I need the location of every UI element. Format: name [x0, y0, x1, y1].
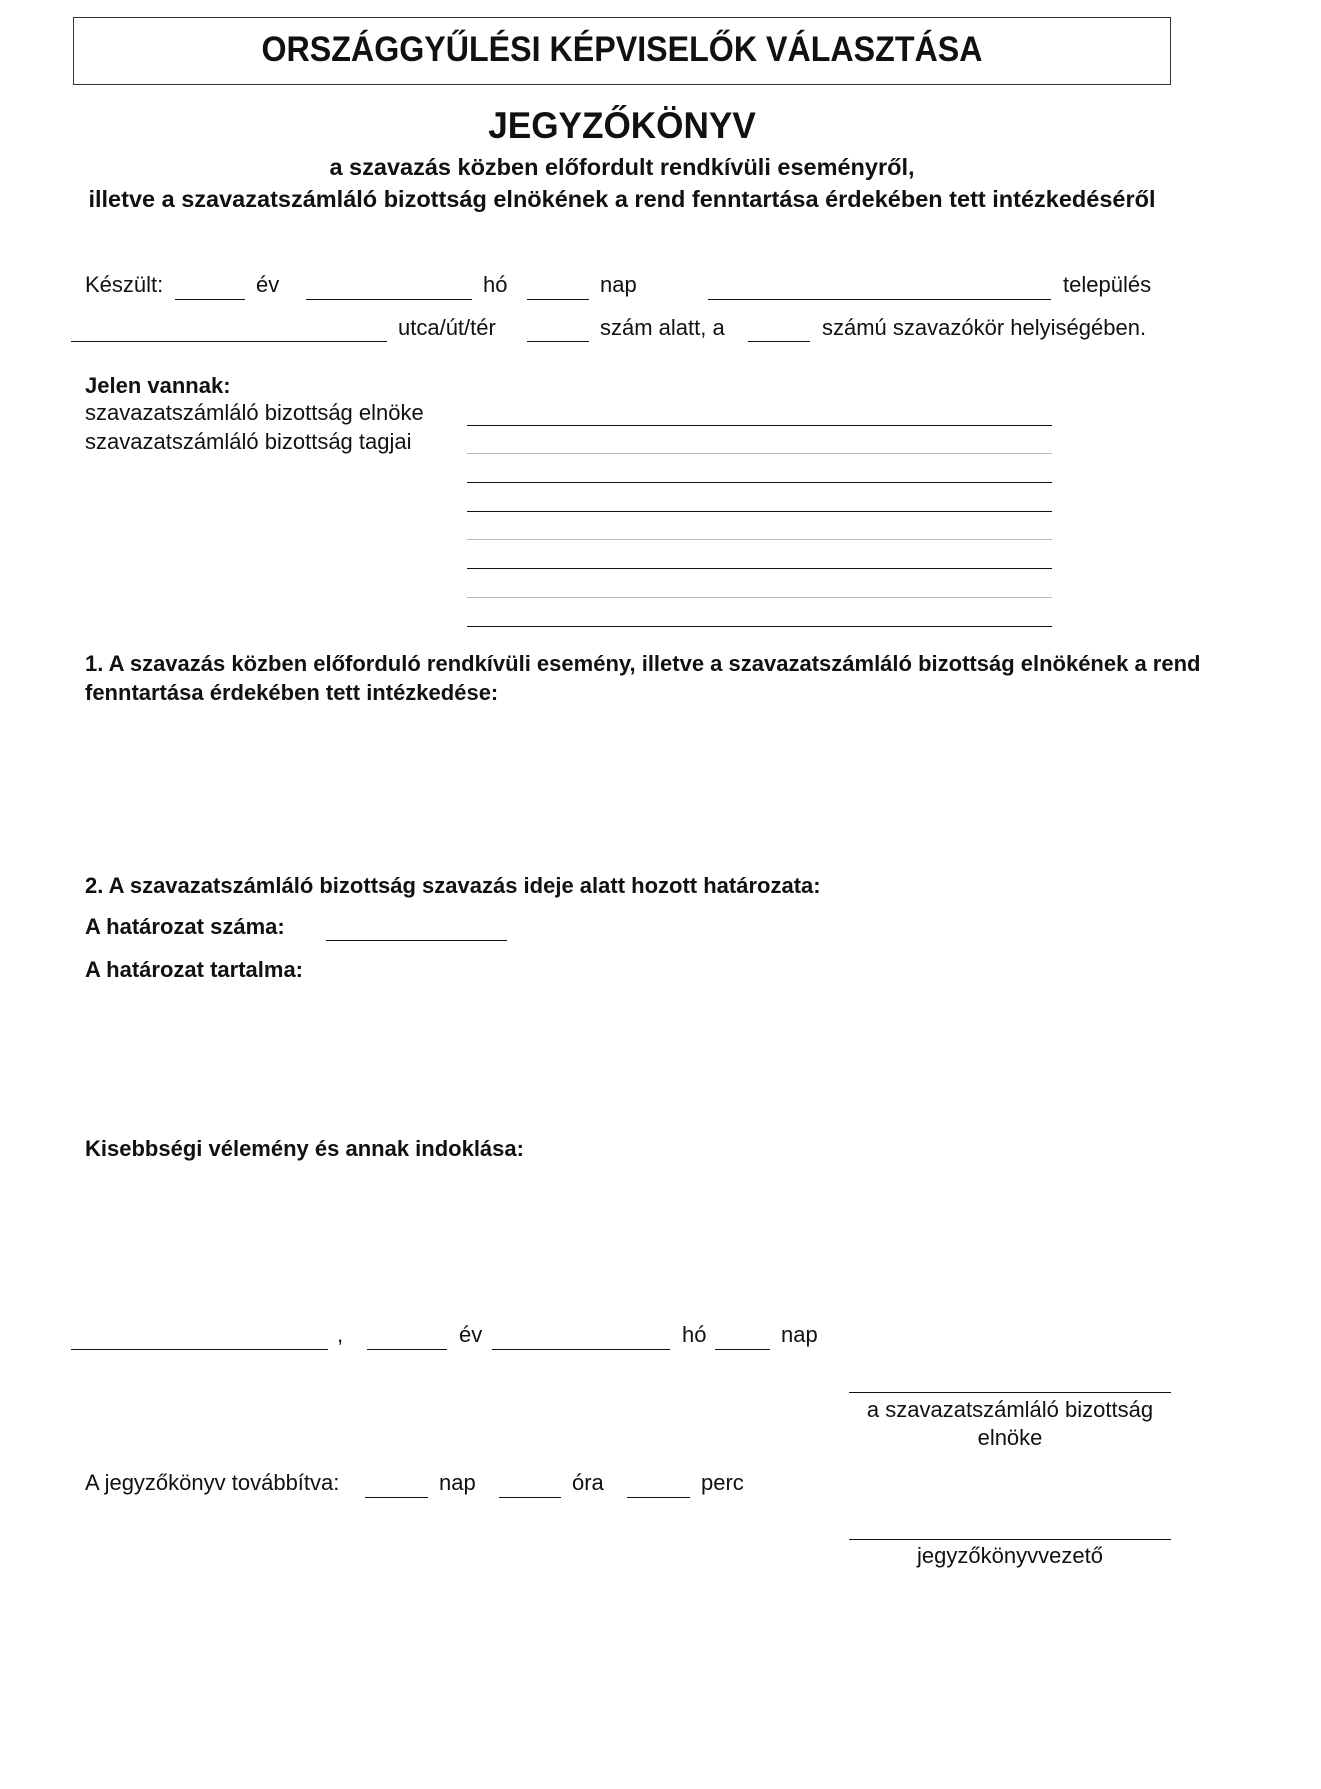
signing-place-line — [71, 1349, 328, 1350]
house-number-field[interactable] — [527, 315, 589, 341]
made-at-month-label: hó — [483, 272, 508, 297]
chair-signature-line — [849, 1392, 1171, 1393]
signing-month-line — [492, 1349, 670, 1350]
made-at-label: Készült: — [85, 272, 164, 297]
section1-heading-line1: 1. A szavazás közben előforduló rendkívüli esemény, illetve a szavazatszámláló bizottság elnökének a rend — [85, 651, 1201, 676]
election-title: ORSZÁGGYŰLÉSI KÉPVISELŐK VÁLASZTÁSA — [261, 30, 983, 69]
present-chair-label: szavazatszámláló bizottság elnöke — [85, 400, 424, 425]
section2-heading: 2. A szavazatszámláló bizottság szavazás ideje alatt hozott határozata: — [85, 873, 821, 898]
forwarded-hour-line — [499, 1497, 561, 1498]
chair-name-line — [467, 425, 1052, 426]
signing-year-line — [367, 1349, 447, 1350]
document-subtitle-line1: a szavazás közben előfordult rendkívüli eseményről, — [329, 154, 915, 180]
signing-year-field[interactable] — [367, 1322, 447, 1348]
made-at-year-field[interactable] — [175, 272, 245, 298]
minority-opinion-label: Kisebbségi vélemény és annak indoklása: — [85, 1136, 524, 1161]
district-number-line — [748, 341, 810, 342]
forwarded-minute-label: perc — [701, 1470, 744, 1495]
document-title: JEGYZŐKÖNYV — [488, 105, 756, 146]
resolution-number-label: A határozat száma: — [85, 914, 285, 939]
signing-day-label: nap — [781, 1322, 818, 1347]
document-subtitle-line2: illetve a szavazatszámláló bizottság elnökének a rend fenntartása érdekében tett intézkedéséről — [88, 186, 1156, 212]
signing-day-line — [715, 1349, 770, 1350]
district-number-field[interactable] — [748, 315, 810, 341]
forwarded-day-label: nap — [439, 1470, 476, 1495]
member-line — [467, 453, 1052, 454]
made-at-month-field[interactable] — [306, 272, 472, 298]
street-name-line — [71, 341, 387, 342]
forwarded-minute-line — [627, 1497, 690, 1498]
forwarded-minute-field[interactable] — [627, 1470, 690, 1496]
chair-signature-label-line1: a szavazatszámláló bizottság — [866, 1397, 1154, 1422]
forwarded-hour-label: óra — [572, 1470, 604, 1495]
signing-comma: , — [337, 1322, 344, 1347]
made-at-year-line — [175, 299, 245, 300]
forwarded-day-line — [365, 1497, 428, 1498]
recorder-signature-label: jegyzőkönyvvezető — [917, 1543, 1103, 1568]
resolution-number-field[interactable] — [326, 914, 507, 940]
settlement-field[interactable] — [708, 272, 1051, 298]
made-at-day-line — [527, 299, 589, 300]
resolution-content-label: A határozat tartalma: — [85, 957, 304, 982]
resolution-number-line — [326, 940, 507, 941]
forwarded-hour-field[interactable] — [499, 1470, 561, 1496]
member-line — [467, 568, 1052, 569]
signing-year-label: év — [459, 1322, 483, 1347]
signing-place-field[interactable] — [71, 1322, 328, 1348]
district-label: számú szavazókör helyiségében. — [822, 315, 1147, 340]
present-heading: Jelen vannak: — [85, 373, 231, 398]
member-line — [467, 482, 1052, 483]
forwarded-day-field[interactable] — [365, 1470, 428, 1496]
member-line — [467, 626, 1052, 627]
street-name-field[interactable] — [71, 315, 387, 341]
member-line — [467, 597, 1052, 598]
section1-heading-line2: fenntartása érdekében tett intézkedése: — [85, 680, 499, 705]
street-label: utca/út/tér — [398, 315, 496, 340]
made-at-month-line — [306, 299, 472, 300]
member-line — [467, 539, 1052, 540]
settlement-line — [708, 299, 1051, 300]
signing-month-field[interactable] — [492, 1322, 670, 1348]
house-number-label: szám alatt, a — [600, 315, 725, 340]
house-number-line — [527, 341, 589, 342]
chair-signature-label-line2: elnöke — [977, 1425, 1043, 1450]
chair-name-field[interactable] — [467, 398, 1052, 424]
recorder-signature-line — [849, 1539, 1171, 1540]
settlement-label: település — [1063, 272, 1152, 297]
signing-day-field[interactable] — [715, 1322, 770, 1348]
forwarded-label: A jegyzőkönyv továbbítva: — [85, 1470, 340, 1495]
made-at-day-field[interactable] — [527, 272, 589, 298]
present-members-label: szavazatszámláló bizottság tagjai — [85, 429, 412, 454]
member-line — [467, 511, 1052, 512]
signing-month-label: hó — [682, 1322, 707, 1347]
made-at-year-label: év — [256, 272, 280, 297]
made-at-day-label: nap — [600, 272, 637, 297]
